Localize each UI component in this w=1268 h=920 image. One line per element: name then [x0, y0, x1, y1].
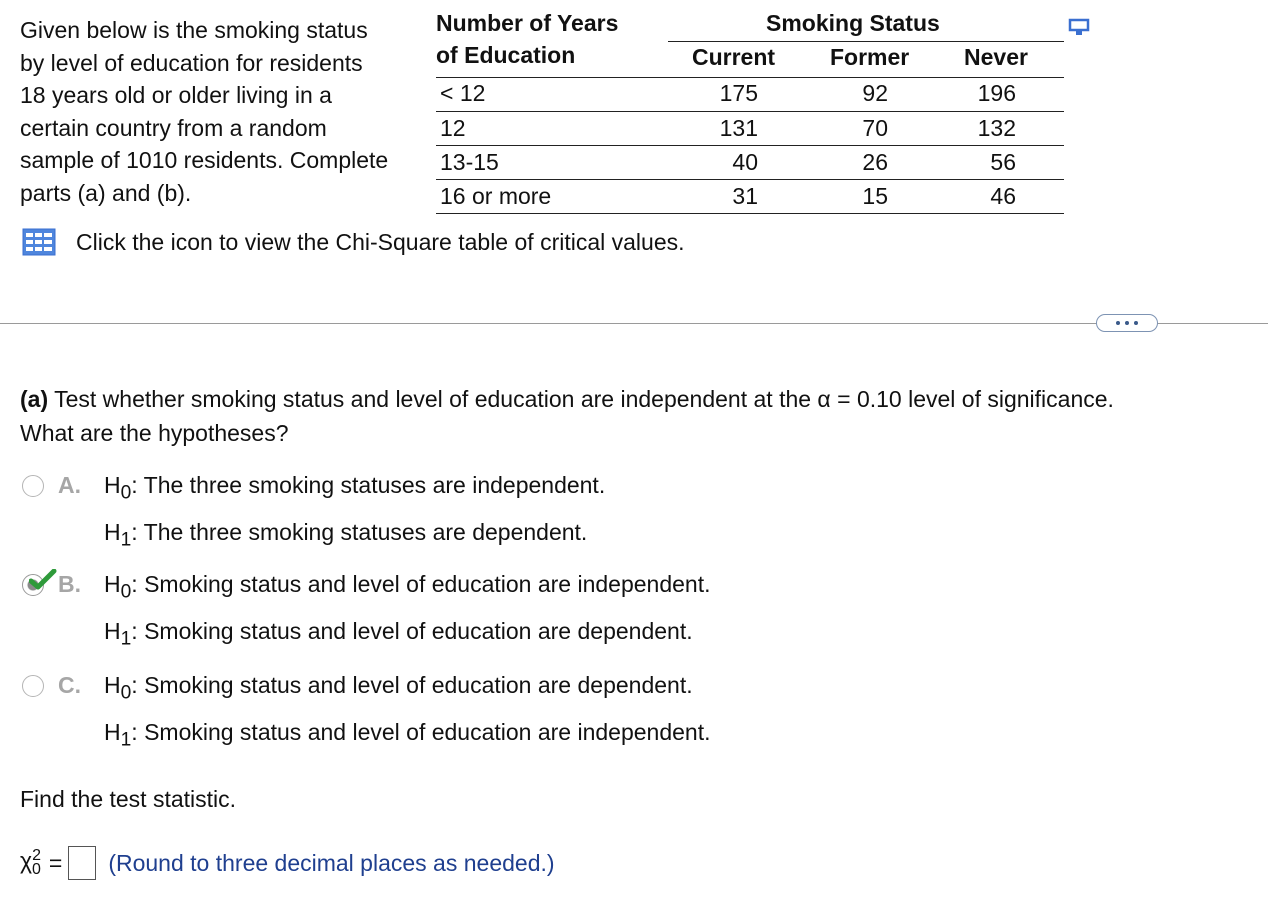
option-a-h0: $H_0$: The three smoking statuses are independent. [104, 472, 606, 504]
table-cell: 56 [990, 149, 1016, 175]
option-a-letter: A. [58, 472, 81, 498]
table-row-label: 16 or more [440, 183, 552, 209]
table-cell: 46 [990, 183, 1016, 209]
row-header-line2: of Education [436, 42, 576, 68]
table-row-label: 12 [440, 115, 466, 141]
option-a[interactable] [22, 466, 605, 559]
question-a-label: (a) [20, 386, 49, 412]
row-rule [436, 179, 1064, 180]
group-header-rule [668, 41, 1064, 42]
col-header-current: Current [692, 44, 776, 70]
col-header-never: Never [964, 44, 1028, 70]
chi-square-link-text: Click the icon to view the Chi-Square table of critical values. [76, 228, 685, 255]
table-cell: 26 [862, 149, 888, 175]
table-cell: 40 [732, 149, 758, 175]
group-header: Smoking Status [766, 10, 940, 36]
question-a-text: Test whether smoking status and level of education are independent at the α = 0.10 level of significance. [54, 386, 1114, 412]
intro-text: Given below is the smoking status by level of education for residents 18 years old or older living in a certain country from a random sample of 1010 residents. Complete parts (a) and (b). [20, 17, 389, 206]
test-statistic-input[interactable] [68, 846, 96, 880]
table-cell: 131 [719, 115, 758, 141]
table-row-label: < 12 [440, 80, 486, 106]
section-divider [0, 323, 1268, 324]
table-cell: 31 [732, 183, 758, 209]
table-cell: 175 [719, 80, 758, 106]
option-c-letter: C. [58, 672, 81, 698]
table-cell: 15 [862, 183, 888, 209]
option-c-h1: $H_1$: Smoking status and level of education are independent. [104, 718, 711, 751]
option-a-h1: $H_1$: The three smoking statuses are dependent. [104, 518, 588, 551]
row-header-line1: Number of Years [436, 10, 619, 36]
grid-table-icon[interactable] [22, 228, 56, 256]
chi-square-symbol: $\chi^2_0$ [20, 846, 41, 879]
header-rule [436, 77, 1064, 78]
option-a-radio[interactable] [22, 475, 44, 497]
copy-icon[interactable] [1068, 18, 1092, 43]
option-b-radio[interactable] [22, 574, 44, 596]
question-a [20, 382, 1260, 450]
option-c-radio[interactable] [22, 675, 44, 697]
table-cell: 70 [862, 115, 888, 141]
table-cell: 196 [977, 80, 1016, 106]
smoking-table [436, 8, 1064, 218]
col-header-former: Former [830, 44, 910, 70]
option-b-h0: $H_0$: Smoking status and level of education are independent. [104, 571, 711, 603]
row-rule [436, 111, 1064, 112]
checkmark-icon [29, 569, 57, 591]
more-dots-icon[interactable] [1096, 314, 1158, 332]
equals-sign: = [48, 849, 63, 876]
option-b[interactable] [22, 565, 711, 658]
table-cell: 92 [862, 80, 888, 106]
round-note: (Round to three decimal places as needed.) [108, 849, 555, 876]
table-row-label: 13-15 [440, 149, 499, 175]
option-b-letter: B. [58, 571, 81, 597]
option-c[interactable] [22, 666, 711, 759]
option-c-h0: $H_0$: Smoking status and level of education are dependent. [104, 672, 693, 704]
find-test-statistic: Find the test statistic. [20, 786, 237, 812]
question-a-subtext: What are the hypotheses? [20, 420, 289, 446]
answer-row [20, 846, 555, 880]
table-cell: 132 [977, 115, 1016, 141]
row-rule [436, 145, 1064, 146]
row-rule [436, 213, 1064, 214]
chi-square-table-link[interactable] [22, 228, 685, 256]
option-b-h1: $H_1$: Smoking status and level of education are dependent. [104, 617, 693, 650]
